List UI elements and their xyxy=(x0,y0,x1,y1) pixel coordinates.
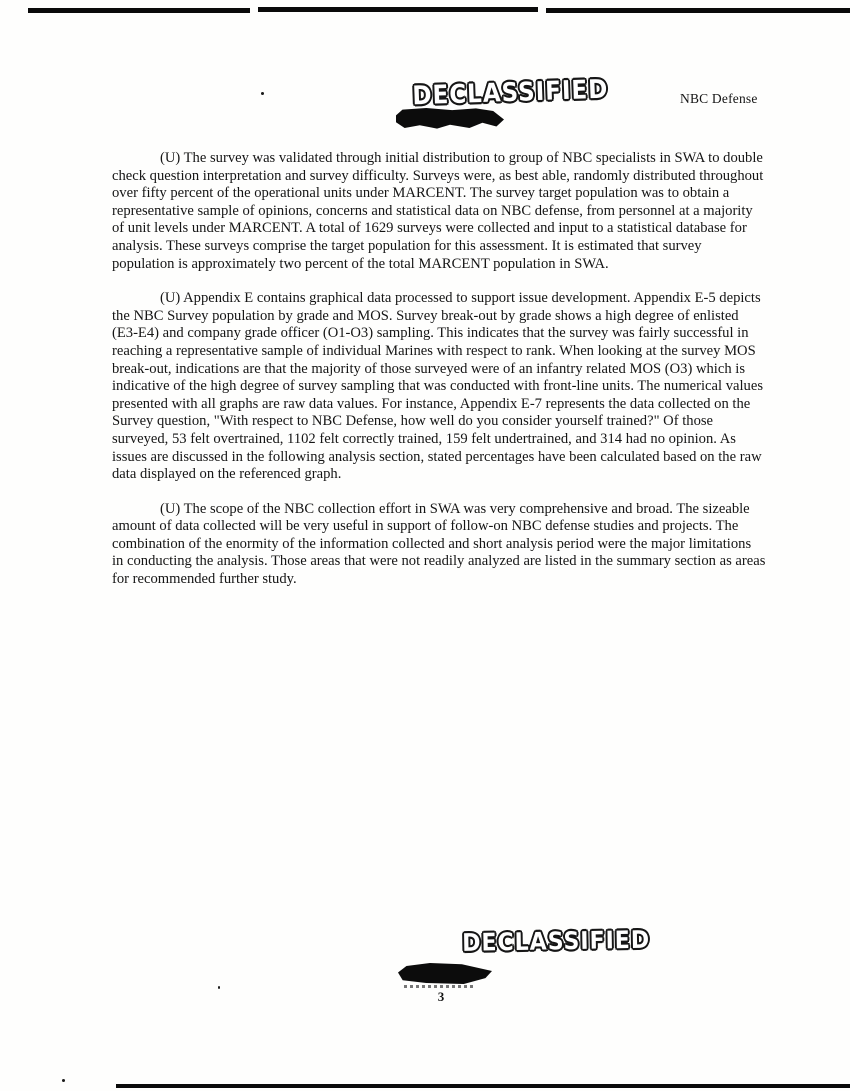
document-body xyxy=(112,150,766,606)
scan-artifact-dot xyxy=(218,986,220,989)
scan-artifact-dot xyxy=(62,1079,65,1082)
declassified-stamp-top: DECLASSIFIED xyxy=(412,75,609,112)
scan-artifact-line xyxy=(546,8,850,13)
paragraph-scope: (U) The scope of the NBC collection effort in SWA was very comprehensive and broad. The sizeable amount of data collected will be very useful in support of follow-on NBC defense studies and projects. The combination of the enormity of the information collected and short analysis period were the major limitations in conducting the analysis. Those areas that were not readily analyzed are listed in the summary section as areas for recommended further study. xyxy=(112,500,766,588)
scan-artifact-line xyxy=(116,1084,850,1088)
scan-artifact-line xyxy=(28,8,250,13)
declassified-stamp-bottom: DECLASSIFIED xyxy=(462,926,651,958)
header-label: NBC Defense xyxy=(680,91,758,106)
redaction-remnant xyxy=(404,985,474,988)
redaction-mark-bottom xyxy=(398,963,492,984)
paragraph-survey-validation: (U) The survey was validated through initial distribution to group of NBC specialists in SWA to double check question interpretation and survey difficulty. Surveys were, as best able, randomly distributed throughout over fifty percent of the operational units under MARCENT. The survey target population was to obtain a representative sample of opinions, concerns and statistical data on NBC defense, from personnel at a majority of unit levels under MARCENT. A total of 1629 surveys were collected and input to a statistical database for analysis. These surveys comprise the target population for this assessment. It is estimated that survey population is approximately two percent of the total MARCENT population in SWA. xyxy=(112,150,764,272)
paragraph-appendix-e: (U) Appendix E contains graphical data processed to support issue development. Appendix E-5 depicts the NBC Survey population by grade and MOS. Survey break-out by grade shows a high degree of enlisted (E3-E4) and company grade officer (O1-O3) sampling. This indicates that the survey was fairly successful in reaching a representative sample of individual Marines with respect to rank. When looking at the survey MOS break-out, indications are that the majority of those surveyed were of an infantry related MOS (O3) which is indicative of the high degree of survey sampling that was conducted with front-line units. The numerical values presented with all graphs are raw data values. For instance, Appendix E-7 represents the data collected on the Survey question, "With respect to NBC Defense, how well do you consider yourself trained?" Of those surveyed, 53 felt overtrained, 1102 felt correctly trained, 159 felt undertrained, and 314 had no opinion. As issues are discussed in the following analysis section, stated percentages have been calculated based on the raw data displayed on the referenced graph. xyxy=(112,290,763,483)
redaction-mark-top xyxy=(396,108,504,129)
scan-artifact-dot xyxy=(261,92,264,95)
scan-artifact-line xyxy=(258,7,538,12)
page-number: 3 xyxy=(437,989,445,1004)
